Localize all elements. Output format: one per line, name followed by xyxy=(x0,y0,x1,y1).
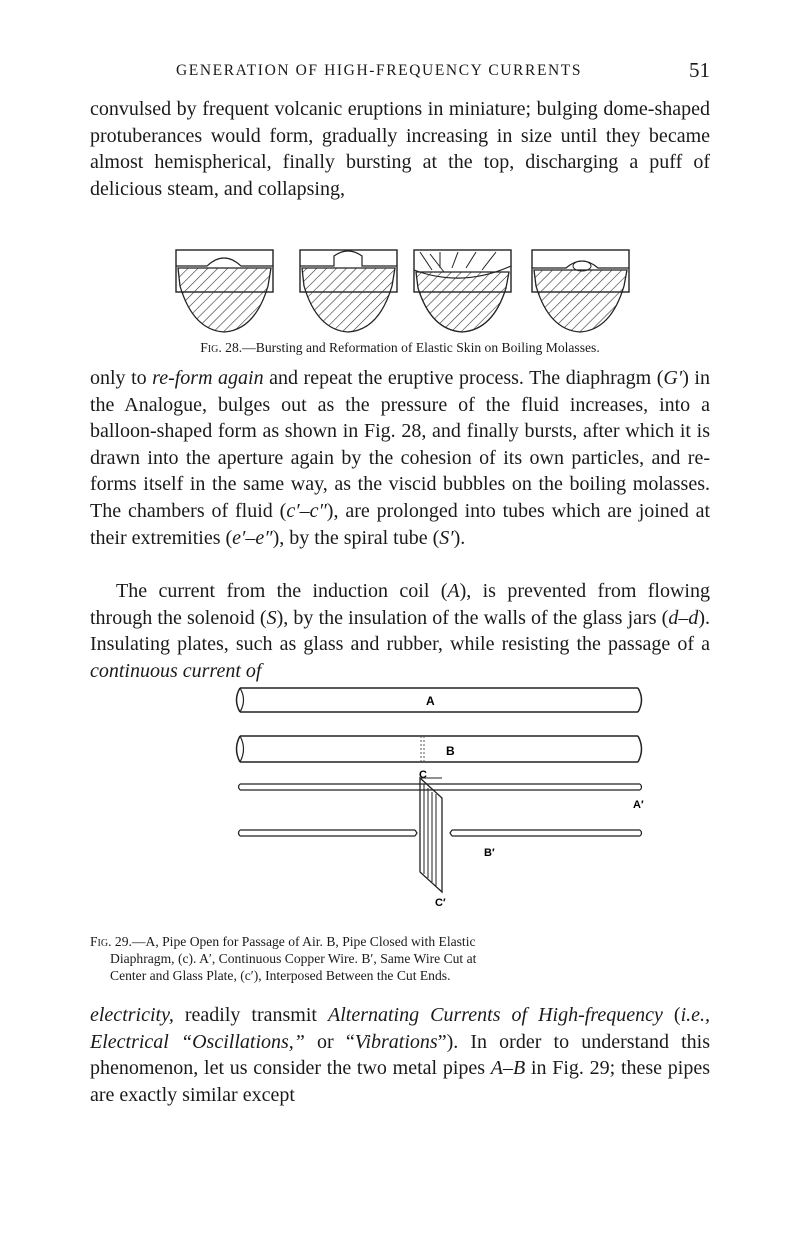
p2-symbol-c: c′–c″ xyxy=(286,499,327,522)
fig28-caption-label: Fig. xyxy=(200,340,222,355)
fig29-caption-line1: 29.—A, Pipe Open for Passage of Air. B, Pipe Closed with Elastic xyxy=(114,934,476,949)
fig29-caption-line2: Diaphragm, (c). A′, Continuous Copper Wire. B′, Same Wire Cut at xyxy=(110,951,477,966)
paragraph-4 xyxy=(90,1002,710,1108)
p2-text-g: ), are prolonged into tubes which are joined at their extremities ( xyxy=(90,499,710,549)
paragraph-1: convulsed by frequent volcanic eruptions in miniature; bulging dome-shaped protuberances would form, gradually increasing in size until they became almost hemispherical, finally bursting at the top, discharging a puff of delicious steam, and collapsing, xyxy=(90,98,710,200)
p4-emph-alternating: Alternating Currents of High-frequency xyxy=(328,1004,663,1026)
fig29-caption-line3: Center and Glass Plate, (c′), Interposed Between the Cut Ends. xyxy=(110,968,451,983)
p3-text-g: ). Insulating plates, such as glass and rubber, while resisting the passage of a xyxy=(90,606,711,656)
p3-emph-continuous: continuous current of xyxy=(90,659,262,682)
p2-text-a: only to xyxy=(90,367,153,389)
running-head xyxy=(90,58,710,86)
p4-symbol-ab: A–B xyxy=(490,1057,526,1080)
fig29-caption-label: Fig. xyxy=(90,934,112,949)
p4-emph-electricity: electricity, xyxy=(90,1004,174,1026)
p2-symbol-e: e′–e″ xyxy=(232,526,273,549)
p3-text-a: The current from the induction coil ( xyxy=(116,580,448,602)
p4-text-b: readily transmit xyxy=(173,1004,328,1026)
p2-symbol-s: S′ xyxy=(439,526,454,549)
p4-emph-vibrations: Vibrations xyxy=(354,1030,438,1053)
paragraph-2 xyxy=(90,365,710,551)
p3-text-e: ), by the insulation of the walls of the glass jars ( xyxy=(276,606,669,629)
p4-emph-oscillations: i.e., Electrical “Oscillations,” xyxy=(90,1004,710,1053)
p4-text-h: ”). In order to understand this phenomenon, let us consider the two metal pipes xyxy=(90,1030,710,1080)
fig28-panel-2 xyxy=(300,250,397,332)
p3-symbol-a: A xyxy=(447,580,460,602)
p2-symbol-g: G′ xyxy=(663,367,683,389)
page-number: 51 xyxy=(689,58,710,82)
paragraph-3 xyxy=(90,578,710,684)
wire-a-prime xyxy=(239,784,642,790)
p2-text-c: and repeat the eruptive process. The diaphragm ( xyxy=(263,367,664,389)
p3-symbol-s: S xyxy=(266,606,277,629)
p4-text-j: in Fig. 29; these pipes are exactly similar except xyxy=(90,1057,710,1106)
figure-28-illustration xyxy=(0,248,800,334)
label-c-prime: C′ xyxy=(435,897,446,909)
p2-text-e: ) in the Analogue, bulges out as the pressure of the fluid increases, into a balloon-shaped form as shown in Fig. 28, and finally bursts, after which it is drawn into the aperture again by the cohesion of its own particles, and re-forms itself in the same way, as the viscid bubbles on the boiling molasses. The chambers of fluid ( xyxy=(90,367,710,522)
label-b-prime: B′ xyxy=(484,847,495,859)
fig28-panel-1 xyxy=(176,250,273,332)
p3-text-c: ), is prevented from flowing through the solenoid ( xyxy=(90,580,710,629)
p2-text-k: ). xyxy=(453,526,466,549)
label-c: C xyxy=(419,769,427,781)
p2-emph-reform: re-form again xyxy=(152,367,264,389)
figure-29-caption xyxy=(90,933,710,984)
label-b: B xyxy=(446,744,455,758)
wire-b-prime xyxy=(239,830,642,836)
glass-plate xyxy=(420,778,442,892)
pipe-a xyxy=(237,688,642,712)
running-title: GENERATION OF HIGH-FREQUENCY CURRENTS xyxy=(176,62,583,79)
pipe-b xyxy=(237,736,642,762)
p4-text-d: ( xyxy=(662,1004,681,1026)
fig28-panel-4 xyxy=(532,250,629,332)
label-a: A xyxy=(426,694,435,708)
p4-text-f: or “ xyxy=(304,1030,355,1053)
figure-29-illustration xyxy=(0,680,800,930)
fig28-caption-text: 28.—Bursting and Reformation of Elastic Skin on Boiling Molasses. xyxy=(225,340,600,355)
p2-text-i: ), by the spiral tube ( xyxy=(272,526,440,549)
figure-28-caption xyxy=(90,339,710,356)
label-a-prime: A′ xyxy=(633,799,644,811)
p3-symbol-d: d–d xyxy=(668,606,699,629)
fig28-panel-3 xyxy=(414,250,511,332)
